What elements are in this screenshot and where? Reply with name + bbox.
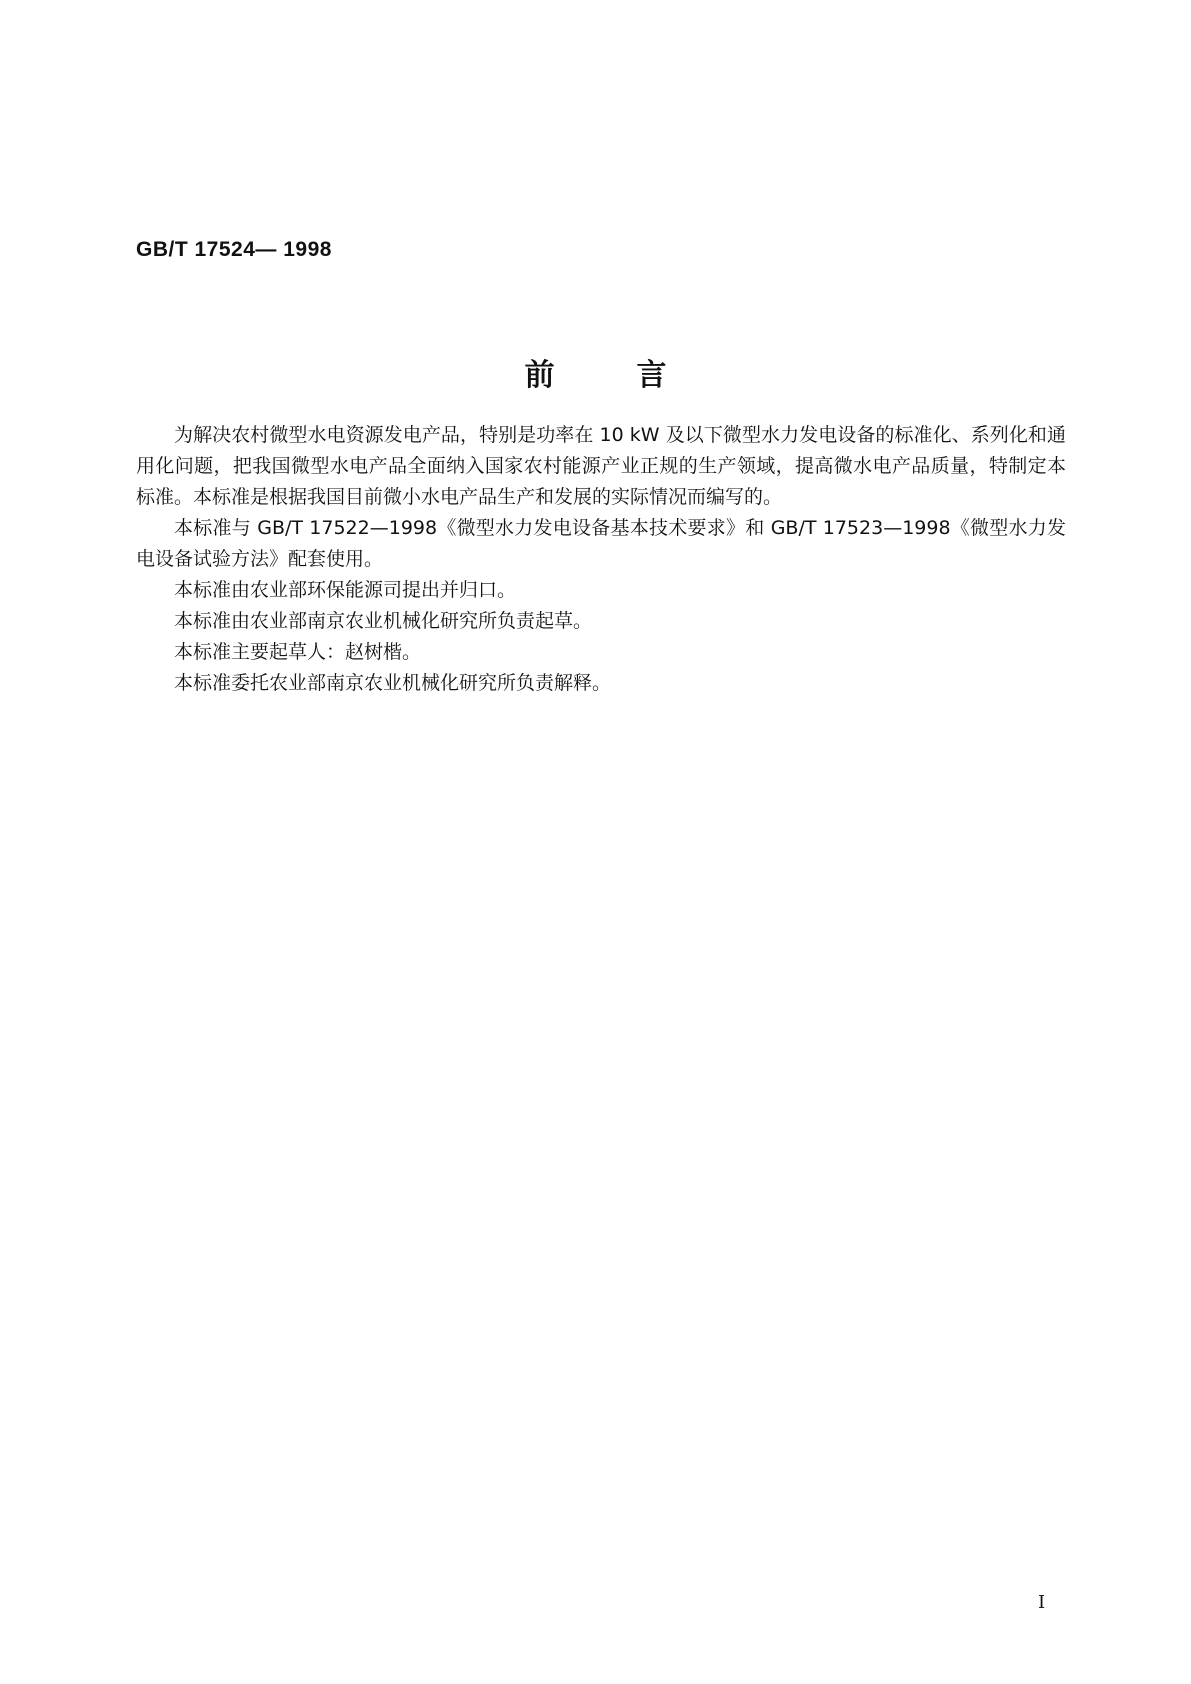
page-title: 前言	[524, 358, 749, 393]
paragraph: 本标准委托农业部南京农业机械化研究所负责解释。	[174, 672, 612, 694]
paragraph: 本标准由农业部南京农业机械化研究所负责起草。	[174, 610, 593, 632]
foreword-body	[136, 420, 1066, 699]
paragraph: 为解决农村微型水电资源发电产品，特别是功率在 10 kW 及以下微型水力发电设备的标准化、系列化和通用化问题，把我国微型水电产品全面纳入国家农村能源产业正规的生产领域，提高微水电产品质量，特制定本标准。本标准是根据我国目前微小水电产品生产和发展的实际情况而编写的。	[136, 424, 1066, 508]
paragraph: 本标准与 GB/T 17522—1998《微型水力发电设备基本技术要求》和 GB/T 17523—1998《微型水力发电设备试验方法》配套使用。	[136, 517, 1066, 570]
standard-code: GB/T 17524— 1998	[136, 238, 332, 261]
paragraph: 本标准由农业部环保能源司提出并归口。	[174, 579, 517, 601]
paragraph: 本标准主要起草人：赵树楷。	[174, 641, 422, 663]
page-number: I	[1038, 1592, 1046, 1613]
